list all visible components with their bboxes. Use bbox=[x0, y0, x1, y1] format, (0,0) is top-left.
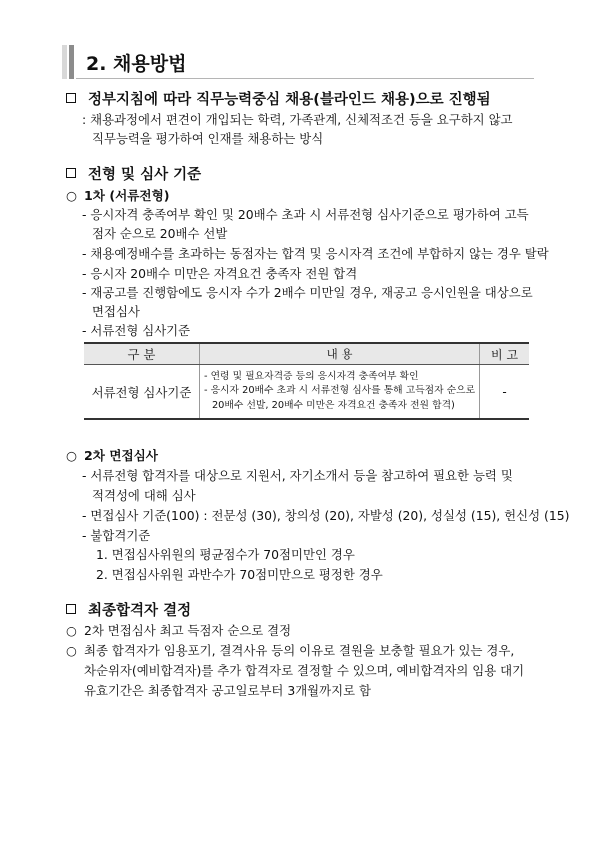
fail-criterion-1: 1. 면접심사위원의 평균점수가 70점미만인 경우 bbox=[96, 547, 355, 562]
final-item2-line1 bbox=[66, 641, 514, 659]
first-item4-line2: 면접심사 bbox=[92, 304, 140, 319]
content-line3: 20배수 선발, 20배수 미만은 자격요건 충족자 전원 합격) bbox=[211, 399, 455, 411]
first-stage-label bbox=[66, 185, 170, 204]
square-bullet-icon bbox=[66, 93, 76, 103]
first-item2: - 채용예정배수를 초과하는 동점자는 합격 및 응시자격 조건에 부합하지 않는 경우 탈락 bbox=[82, 246, 549, 261]
table-header-division: 구 분 bbox=[84, 343, 199, 365]
method-desc-line2: 직무능력을 평가하여 인재를 채용하는 방식 bbox=[92, 131, 324, 146]
final-item2-line2: 차순위자(예비합격자)를 추가 합격자로 결정할 수 있으며, 예비합격자의 임용 대기 bbox=[84, 663, 525, 678]
second-stage-label bbox=[66, 445, 158, 464]
method-heading bbox=[66, 88, 491, 109]
circle-bullet-icon: ○ bbox=[66, 643, 77, 658]
first-stage-label-text: 1차 (서류전형) bbox=[84, 188, 170, 203]
final-item2-line3: 유효기간은 최종합격자 공고일로부터 3개월까지로 함 bbox=[84, 683, 371, 698]
circle-bullet-icon: ○ bbox=[66, 623, 77, 638]
final-item1 bbox=[66, 621, 291, 639]
page-title: 2. 채용방법 bbox=[86, 53, 187, 75]
second-item1-line2: 적격성에 대해 심사 bbox=[92, 488, 196, 503]
second-stage-label-text: 2차 면접심사 bbox=[84, 448, 158, 463]
first-item1-line2: 점자 순으로 20배수 선발 bbox=[92, 226, 228, 241]
method-heading-text: 정부지침에 따라 직무능력중심 채용(블라인드 채용)으로 진행됨 bbox=[88, 92, 491, 108]
first-item4-line1: - 재공고를 진행함에도 응시자 수가 2배수 미만일 경우, 재공고 응시인원을 대상으로 bbox=[82, 285, 533, 300]
table-header-row bbox=[84, 343, 529, 365]
first-item5: - 서류전형 심사기준 bbox=[82, 323, 191, 338]
circle-bullet-icon: ○ bbox=[66, 188, 77, 203]
first-item3: - 응시자 20배수 미만은 자격요건 충족자 전원 합격 bbox=[82, 266, 358, 281]
second-item1-line1: - 서류전형 합격자를 대상으로 지원서, 자기소개서 등을 참고하여 필요한 능력 및 bbox=[82, 468, 513, 483]
table-cell-division: 서류전형 심사기준 bbox=[84, 365, 199, 420]
final-item2-line1-text: 최종 합격자가 임용포기, 결격사유 등의 이유로 결원을 보충할 필요가 있는 경우, bbox=[84, 643, 515, 658]
method-desc-line1: : 채용과정에서 편견이 개입되는 학력, 가족관계, 신체적조건 등을 요구하지 않고 bbox=[82, 112, 513, 127]
title-accent-light bbox=[62, 45, 67, 79]
table-cell-content bbox=[199, 365, 479, 420]
criteria-heading-text: 전형 및 심사 기준 bbox=[88, 167, 202, 183]
circle-bullet-icon: ○ bbox=[66, 448, 77, 463]
second-item3: - 불합격기준 bbox=[82, 528, 151, 543]
title-underline bbox=[76, 78, 534, 79]
table-cell-note: - bbox=[480, 365, 529, 420]
content-line1: - 연령 및 필요자격증 등의 응시자격 충족여부 확인 bbox=[203, 370, 419, 382]
section-title-bar bbox=[62, 45, 534, 79]
fail-criterion-2: 2. 면접심사위원 과반수가 70점미만으로 평정한 경우 bbox=[96, 567, 383, 582]
table-row bbox=[84, 365, 529, 420]
final-heading bbox=[66, 599, 191, 620]
final-heading-text: 최종합격자 결정 bbox=[88, 603, 192, 619]
title-accent-dark bbox=[69, 45, 74, 79]
table-header-note: 비 고 bbox=[480, 343, 529, 365]
content-line2: - 응시자 20배수 초과 시 서류전형 심사를 통해 고득점자 순으로 bbox=[203, 385, 476, 397]
criteria-table bbox=[84, 342, 529, 420]
first-item1-line1: - 응시자격 충족여부 확인 및 20배수 초과 시 서류전형 심사기준으로 평가하여 고득 bbox=[82, 207, 529, 222]
square-bullet-icon bbox=[66, 604, 76, 614]
square-bullet-icon bbox=[66, 168, 76, 178]
final-item1-text: 2차 면접심사 최고 득점자 순으로 결정 bbox=[84, 623, 292, 638]
second-item2: - 면접심사 기준(100) : 전문성 (30), 창의성 (20), 자발성 (20), 성실성 (15), 헌신성 (15) bbox=[82, 508, 570, 523]
criteria-heading bbox=[66, 163, 201, 184]
table-header-content: 내 용 bbox=[199, 343, 479, 365]
